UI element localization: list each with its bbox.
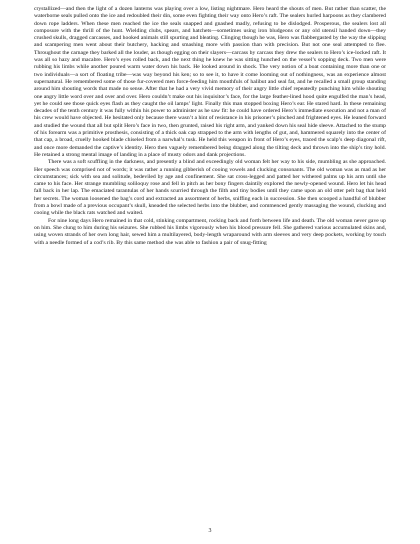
paragraph: For nine long days Hero remained in that cold, stinking compartment, rocking back and forth between life and death. The old woman never gave up on him. She clung to him during his seizures. She rubbed his limbs vigorously when his blood pressure fell. She gathered various accumulated skins and, using woven strands of her own long hair, sewed him a multilayered, body-length wraparound with arm sleeves and very deep pockets, working by touch with a needle formed of a cod’s rib. By this same method she was able to fashion a pair of snug-fitting: [34, 217, 386, 246]
paragraph: crystallized—and then the light of a dozen lanterns was playing over a low, listing nightmare. Hero heard the shouts of men. But rather than scatter, the waterborne seals pulled onto the ice and redoubled their din, some even fighting their way onto Hero’s raft. The sealers hurled harpoons as they clambered down rope ladders. When these men reached the ice the seals snapped and gnashed madly, refusing to be dislodged. Prosperous, the sealers lost all composure with the thrill of the hunt. Wielding clubs, spears, and hatchets—sometimes using iron bludgeons or any old utensil handed down—they crushed skulls, dragged carcasses, and hooked animals still spurting and bleating. Clinging though he was, Hero was flabbergasted by the way the slipping and scampering men went about their butchery, hacking and smashing more with passion than with precision. But not one seal attempted to flee. Throughout the carnage they barked all the louder, as though egging on their slayers—carcass by carcass they drew the sealers to Hero’s ice-locked raft. It was all so hazy and macabre. Hero’s eyes rolled back, and the next thing he knew he was sitting hunched on the vessel’s sopping deck. Two men were rubbing his limbs while another poured warm water down his back. He looked around in shock. The very notion of a boat containing more than one or two individuals—a sort of floating tribe—was way beyond his ken; so to see it, to have it come looming out of nothingness, was an experience almost supernatural. He remembered some of those fur-covered men force-feeding him mouthfuls of halibut and seal fat, and he recalled a small group standing around him shouting words that made no sense. After that he had a very vivid memory of their angry little chief repeatedly punching him while shouting one angry little word over and over and over. Hero couldn’t make out his inquisitor’s face, for the large feather-lined hood quite engulfed the man’s head, yet he could see those quick eyes flash as they caught the oil lamps’ light. Finally this man stopped boxing Hero’s ear. He stared hard. In these remaining decades of the tenth century it was fully within his power to administer as he saw fit: he could have ordered Hero’s immediate execution and not a man of his crew would have objected. He hesitated only because there wasn’t a hint of resistance in his prisoner’s pinched and frightened eyes. He leaned forward and studied the wound that all but split Hero’s face in two, then grunted, raised his right arm, and yanked down his seal hide sleeve. Attached to the stump of his forearm was a primitive prosthesis, consisting of a thick oak cap strapped to the arm with lengths of gut, and, hammered squarely into the center of that cap, a broad, cruelly hooked blade chiseled from a narwhal’s tusk. He held this weapon in front of Hero’s eyes, traced the scalp’s deep diagonal rift, and once more demanded the captive’s identity. Hero then vaguely remembered being dragged along the tilting deck and thrown into the ship’s tiny hold. He retained a strong mental image of landing in a place of musty odors and dank projections.: [34, 6, 386, 158]
paragraph: There was a soft scuffling in the darkness, and presently a blind and exceedingly old woman felt her way to his side, mumbling as she approached. Her speech was comprised not of words; it was rather a running gibberish of cooing vowels and clucking consonants. The old woman was as mad as her circumstances; sick with sea and solitude, bedeviled by age and confinement. She sat cross-legged and patted her withered palms up his arm until she came to his face. Her strange mumbling soliloquy rose and fell in pitch as her bony fingers daintily explored the newly-opened wound. Hero let his head fall back in her lap. The emaciated tarantulas of her hands scurried through the filth and tiny bodies until they came upon an old otter pelt bag that held her secrets. The woman loosened the bag’s cord and extracted an assortment of herbs, sniffing each in succession. She then scooped a handful of blubber from a bowl made of a previous occupant’s skull, kneaded the selected herbs into the blubber, and commenced gently massaging the wound, clucking and cooing while the black rats watched and waited.: [34, 159, 386, 217]
page-number: 3: [208, 528, 212, 534]
body-text: [34, 6, 386, 247]
